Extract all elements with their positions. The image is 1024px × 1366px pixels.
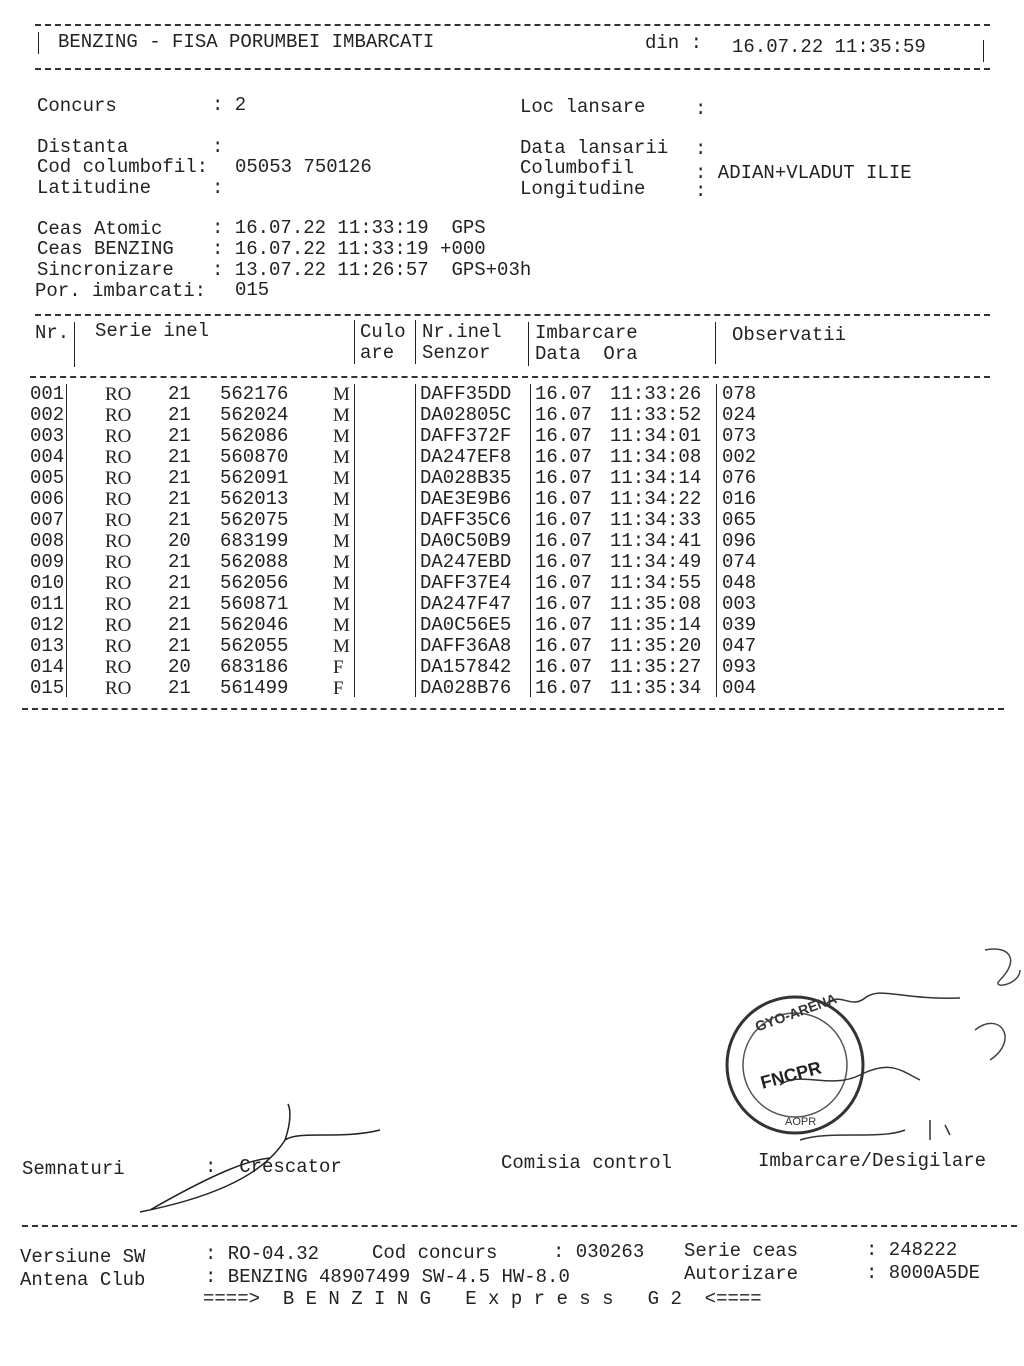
crescator-label: : Crescator [205, 1156, 342, 1178]
svg-text:GYO-ARENA: GYO-ARENA [752, 990, 839, 1035]
din-label: din : [645, 32, 703, 54]
concurs-value: : 2 [212, 94, 247, 116]
ring-year: 21 [168, 509, 191, 531]
boarding-date: 16.07 [535, 488, 593, 510]
boarding-time: 11:34:33 [610, 509, 702, 531]
boarding-time: 11:35:14 [610, 614, 702, 636]
boarding-date: 16.07 [535, 614, 593, 636]
ring-number: 562088 [220, 551, 289, 573]
boarding-date: 16.07 [535, 593, 593, 615]
boarding-date: 16.07 [535, 530, 593, 552]
ring-year: 21 [168, 404, 191, 426]
col-serie-inel: Serie inel [95, 320, 210, 342]
data-lansarii-value: : [695, 138, 707, 160]
ring-number: 562013 [220, 488, 289, 510]
sensor-id: DAFF35C6 [420, 509, 512, 531]
ring-number: 562055 [220, 635, 289, 657]
autorizare-value: : 8000A5DE [866, 1262, 981, 1284]
boarding-time: 11:34:55 [610, 572, 702, 594]
ring-number: 562086 [220, 425, 289, 447]
sensor-id: DA0C56E5 [420, 614, 512, 636]
longitudine-label: Longitudine [520, 178, 646, 200]
ring-country: RO [105, 384, 132, 405]
cod-concurs-label: Cod concurs [372, 1242, 498, 1264]
ring-year: 21 [168, 383, 191, 405]
boarding-time: 11:34:08 [610, 446, 702, 468]
boarding-time: 11:35:27 [610, 656, 702, 678]
ring-country: RO [105, 657, 132, 678]
sensor-id: DA02805C [420, 404, 512, 426]
observatii: 073 [722, 425, 757, 447]
observatii: 074 [722, 551, 757, 573]
row-nr: 007 [30, 509, 65, 531]
row-nr: 015 [30, 677, 65, 699]
antena-club-label: Antena Club [20, 1269, 146, 1291]
ring-number: 560871 [220, 593, 289, 615]
col-culoare: Culo [360, 321, 406, 343]
observatii: 003 [722, 593, 757, 615]
ring-year: 21 [168, 488, 191, 510]
sex: M [333, 531, 350, 552]
sex: M [333, 405, 350, 426]
sensor-id: DAFF37E4 [420, 572, 512, 594]
concurs-label: Concurs [37, 95, 117, 117]
ring-country: RO [105, 405, 132, 426]
sex: F [333, 678, 344, 699]
ring-number: 561499 [220, 677, 289, 699]
ring-number: 562024 [220, 404, 289, 426]
ring-year: 20 [168, 530, 191, 552]
sensor-id: DAFF372F [420, 425, 512, 447]
sex: M [333, 426, 350, 447]
boarding-date: 16.07 [535, 656, 593, 678]
ceas-atomic-value: : 16.07.22 11:33:19 GPS [212, 217, 486, 239]
observatii: 024 [722, 404, 757, 426]
observatii: 039 [722, 614, 757, 636]
semnaturi-label: Semnaturi [22, 1158, 125, 1180]
ring-country: RO [105, 678, 132, 699]
sensor-id: DAFF36A8 [420, 635, 512, 657]
ring-number: 562075 [220, 509, 289, 531]
observatii: 078 [722, 383, 757, 405]
longitudine-value: : [695, 180, 707, 202]
row-nr: 012 [30, 614, 65, 636]
ring-year: 20 [168, 656, 191, 678]
boarding-date: 16.07 [535, 635, 593, 657]
boarding-date: 16.07 [535, 551, 593, 573]
col-imbarcare: Imbarcare [535, 322, 638, 344]
serie-ceas-value: : 248222 [866, 1239, 958, 1261]
ring-number: 560870 [220, 446, 289, 468]
col-data-ora: Data Ora [535, 343, 638, 365]
row-nr: 006 [30, 488, 65, 510]
col-nr: Nr. [35, 322, 70, 344]
row-nr: 011 [30, 593, 65, 615]
observatii: 016 [722, 488, 757, 510]
ring-number: 562176 [220, 383, 289, 405]
boarding-time: 11:35:08 [610, 593, 702, 615]
sex: M [333, 615, 350, 636]
boarding-time: 11:34:22 [610, 488, 702, 510]
observatii: 096 [722, 530, 757, 552]
ring-country: RO [105, 552, 132, 573]
sex: M [333, 468, 350, 489]
ring-year: 21 [168, 614, 191, 636]
ring-year: 21 [168, 677, 191, 699]
sensor-id: DA028B35 [420, 467, 512, 489]
sex: M [333, 489, 350, 510]
sex: M [333, 552, 350, 573]
boarding-date: 16.07 [535, 572, 593, 594]
sensor-id: DA028B76 [420, 677, 512, 699]
row-nr: 014 [30, 656, 65, 678]
ring-year: 21 [168, 635, 191, 657]
ring-year: 21 [168, 467, 191, 489]
row-nr: 008 [30, 530, 65, 552]
print-datetime: 16.07.22 11:35:59 [732, 36, 926, 58]
col-observatii: Observatii [732, 324, 847, 346]
boarding-time: 11:34:41 [610, 530, 702, 552]
sex: M [333, 447, 350, 468]
porumbei-imbarcati-value: 015 [235, 279, 270, 301]
boarding-time: 11:34:01 [610, 425, 702, 447]
latitudine-label: Latitudine [37, 177, 152, 199]
sensor-id: DA157842 [420, 656, 512, 678]
sensor-id: DA247EF8 [420, 446, 512, 468]
ring-number: 683186 [220, 656, 289, 678]
comisia-control-label: Comisia control [501, 1152, 673, 1174]
versiune-sw-label: Versiune SW [20, 1246, 146, 1268]
sex: M [333, 384, 350, 405]
ring-country: RO [105, 468, 132, 489]
imbarcare-desigilare-label: Imbarcare/Desigilare [758, 1150, 987, 1172]
svg-text:AOPR: AOPR [785, 1116, 817, 1128]
row-nr: 005 [30, 467, 65, 489]
boarding-time: 11:34:14 [610, 467, 702, 489]
ring-country: RO [105, 594, 132, 615]
row-nr: 004 [30, 446, 65, 468]
row-nr: 010 [30, 572, 65, 594]
row-nr: 003 [30, 425, 65, 447]
distanta-label: Distanta [37, 136, 129, 158]
ring-country: RO [105, 447, 132, 468]
observatii: 065 [722, 509, 757, 531]
observatii: 093 [722, 656, 757, 678]
row-nr: 013 [30, 635, 65, 657]
observatii: 004 [722, 677, 757, 699]
ring-country: RO [105, 531, 132, 552]
benzing-express-banner: ====> B E N Z I N G E x p r e s s G 2 <==== [203, 1288, 762, 1310]
loc-lansare-value: : [695, 98, 707, 120]
ring-year: 21 [168, 593, 191, 615]
sensor-id: DA247EBD [420, 551, 512, 573]
columbofil-label: Columbofil [520, 157, 635, 179]
data-lansarii-label: Data lansarii [520, 137, 669, 159]
serie-ceas-label: Serie ceas [684, 1240, 799, 1262]
ring-country: RO [105, 573, 132, 594]
antena-club-value: : BENZING 48907499 SW-4.5 HW-8.0 [205, 1266, 570, 1288]
boarding-date: 16.07 [535, 425, 593, 447]
boarding-date: 16.07 [535, 509, 593, 531]
sincronizare-label: Sincronizare [37, 259, 174, 281]
sensor-id: DA0C50B9 [420, 530, 512, 552]
ring-year: 21 [168, 425, 191, 447]
sex: M [333, 636, 350, 657]
versiune-sw-value: : RO-04.32 [205, 1243, 320, 1265]
sensor-id: DA247F47 [420, 593, 512, 615]
sex: M [333, 573, 350, 594]
ring-number: 562046 [220, 614, 289, 636]
boarding-time: 11:33:26 [610, 383, 702, 405]
ring-number: 562056 [220, 572, 289, 594]
latitudine-value: : [212, 177, 224, 199]
divider [22, 1225, 1017, 1227]
row-nr: 001 [30, 383, 65, 405]
observatii: 076 [722, 467, 757, 489]
col-nr-inel: Nr.inel [422, 321, 502, 343]
row-nr: 002 [30, 404, 65, 426]
ring-year: 21 [168, 551, 191, 573]
ring-number: 683199 [220, 530, 289, 552]
boarding-time: 11:34:49 [610, 551, 702, 573]
ring-country: RO [105, 615, 132, 636]
sex: F [333, 657, 344, 678]
ceas-atomic-label: Ceas Atomic [37, 218, 163, 240]
svg-text:FNCPR: FNCPR [758, 1057, 824, 1093]
columbofil-value: : ADIAN+VLADUT ILIE [695, 162, 912, 184]
loc-lansare-label: Loc lansare [520, 96, 646, 118]
boarding-date: 16.07 [535, 677, 593, 699]
page-title: BENZING - FISA PORUMBEI IMBARCATI [58, 31, 435, 53]
sensor-id: DAE3E9B6 [420, 488, 512, 510]
ring-country: RO [105, 636, 132, 657]
observatii: 048 [722, 572, 757, 594]
ring-year: 21 [168, 446, 191, 468]
boarding-date: 16.07 [535, 383, 593, 405]
observatii: 002 [722, 446, 757, 468]
ring-country: RO [105, 489, 132, 510]
boarding-date: 16.07 [535, 467, 593, 489]
porumbei-imbarcati-label: Por. imbarcati: [35, 280, 207, 302]
cod-columbofil-label: Cod columbofil: [37, 156, 209, 178]
boarding-date: 16.07 [535, 446, 593, 468]
sex: M [333, 594, 350, 615]
col-senzor: Senzor [422, 342, 491, 364]
observatii: 047 [722, 635, 757, 657]
autorizare-label: Autorizare [684, 1263, 799, 1285]
ceas-benzing-value: : 16.07.22 11:33:19 +000 [212, 238, 486, 260]
ring-country: RO [105, 510, 132, 531]
boarding-time: 11:35:20 [610, 635, 702, 657]
row-nr: 009 [30, 551, 65, 573]
col-culoare-2: are [360, 342, 395, 364]
ring-year: 21 [168, 572, 191, 594]
boarding-time: 11:35:34 [610, 677, 702, 699]
sincronizare-value: : 13.07.22 11:26:57 GPS+03h [212, 259, 532, 281]
sex: M [333, 510, 350, 531]
stamp [727, 990, 863, 1133]
cod-columbofil-value: 05053 750126 [235, 156, 372, 178]
distanta-value: : [212, 136, 224, 158]
ceas-benzing-label: Ceas BENZING [37, 238, 174, 260]
ring-country: RO [105, 426, 132, 447]
boarding-date: 16.07 [535, 404, 593, 426]
boarding-time: 11:33:52 [610, 404, 702, 426]
cod-concurs-value: : 030263 [553, 1241, 645, 1263]
sensor-id: DAFF35DD [420, 383, 512, 405]
ring-number: 562091 [220, 467, 289, 489]
